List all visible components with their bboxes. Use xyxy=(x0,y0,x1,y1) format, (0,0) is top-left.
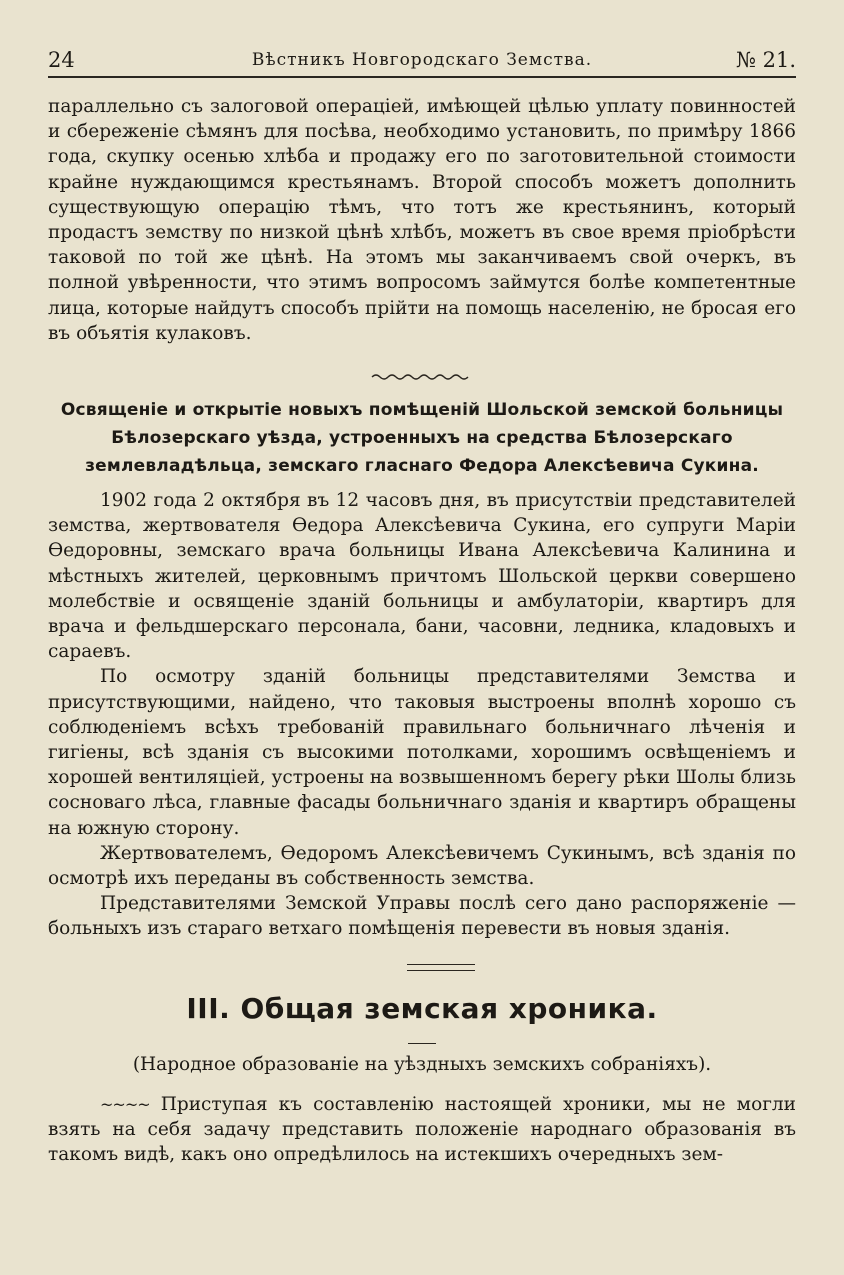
article-paragraph: По осмотру зданій больницы представителями Земства и присутствующими, найдено, что таковыя выстроены вполнѣ хорошо съ соблюденіемъ всѣхъ требованій правильнаго больничнаго лѣченія и гигіены, всѣ зданія съ высокими потолками, хорошимъ освѣщеніемъ и хорошей вентиляціей, устроены на возвышенномъ берегу рѣки Шолы близь сосноваго лѣса, главные фасады больничнаго зданія и квартиръ обращены на южную сторону. xyxy=(48,666,796,839)
page-number: 24 xyxy=(48,48,75,72)
text-block-continuation xyxy=(48,94,796,346)
article-paragraph: Представителями Земской Управы послѣ сего дано распоряженіе — больныхъ изъ стараго ветхаго помѣщенія перевести въ новыя зданія. xyxy=(48,893,796,940)
running-header xyxy=(48,46,796,78)
section-rule xyxy=(408,1043,436,1044)
section-body xyxy=(48,1092,796,1168)
section-title: III. Общая земская хроника. xyxy=(186,992,658,1025)
section-subtitle: (Народное образованіе на уѣздныхъ земскихъ собраніяхъ). xyxy=(132,1054,712,1075)
article-heading: Освященіе и открытіе новыхъ помѣщеній Шольской земской больницы Бѣлозерскаго уѣзда, устроенныхъ на средства Бѣлозерскаго землевладѣльца, земскаго гласнаго Федора Алексѣевича Сукина. xyxy=(60,400,784,476)
double-rule-bottom xyxy=(407,970,475,971)
article-paragraph: 1902 года 2 октября въ 12 часовъ дня, въ присутствіи представителей земства, жертвователя Ѳедора Алексѣевича Сукина, его супруги Маріи Ѳедоровны, земскаго врача больницы Ивана Алексѣевича Калинина и мѣстныхъ жителей, церковнымъ причтомъ Шольской церкви совершено молебствіе и освященіе зданій больницы и амбулаторіи, квартиръ для врача и фельдшерскаго персонала, бани, часовни, ледника, кладовыхъ и сараевъ. xyxy=(48,490,796,663)
section-paragraph-text: Приступая къ составленію настоящей хроники, мы не могли взять на себя задачу представить положеніе народнаго образованія въ такомъ видѣ, какъ оно опредѣлилось на истекшихъ очередныхъ зем- xyxy=(48,1094,796,1166)
article-body xyxy=(48,488,796,942)
paragraph: параллельно съ залоговой операціей, имѣющей цѣлью уплату повинностей и сбереженіе сѣмянъ для посѣва, необходимо установить, по примѣру 1866 года, скупку осенью хлѣба и продажу его по заготовительной стоимости крайне нуждающимся крестьянамъ. Второй способъ можетъ дополнить существующую операцію тѣмъ, что тотъ же крестьянинъ, который продастъ земству по низкой цѣнѣ хлѣбъ, можетъ въ свое время пріобрѣсти таковой по той же цѣнѣ. На этомъ мы заканчиваемъ свой очеркъ, въ полной увѣренности, что этимъ вопросомъ займутся болѣе компетентные лица, которые найдутъ способъ прійти на помощь населенію, не бросая его въ объятія кулаковъ. xyxy=(48,96,796,344)
double-rule-top xyxy=(407,964,475,965)
article-paragraph: Жертвователемъ, Ѳедоромъ Алексѣевичемъ Сукинымъ, всѣ зданія по осмотрѣ ихъ переданы въ собственность земства. xyxy=(48,842,796,890)
section-paragraph xyxy=(48,1092,796,1168)
ornament-divider xyxy=(370,372,474,382)
lead-ornament: ~~~~ xyxy=(100,1095,150,1114)
journal-title: Вѣстникъ Новгородскаго Земства. xyxy=(251,50,593,70)
issue-number: № 21. xyxy=(736,48,796,72)
